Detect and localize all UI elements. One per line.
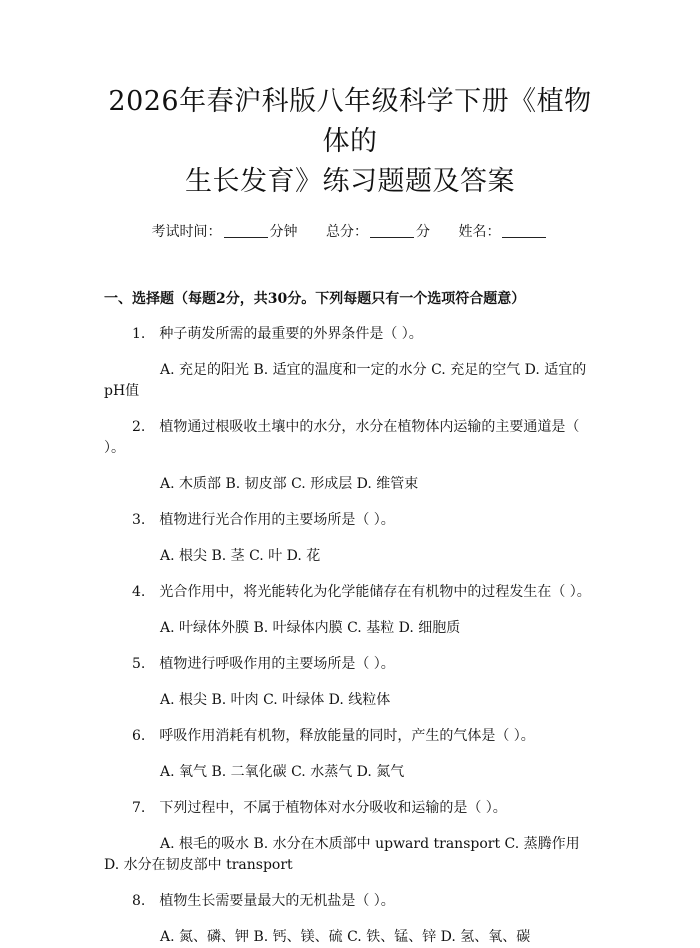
question-6-options: A. 氧气 B. 二氧化碳 C. 水蒸气 D. 氮气 — [160, 764, 405, 780]
question-1 — [104, 324, 596, 345]
section-heading: 一、选择题（每题2分，共30分。下列每题只有一个选项符合题意） — [104, 291, 526, 307]
question-3-options: A. 根尖 B. 茎 C. 叶 D. 花 — [160, 548, 321, 564]
question-number: 7. — [132, 800, 146, 816]
question-4-options: A. 叶绿体外膜 B. 叶绿体内膜 C. 基粒 D. 细胞质 — [160, 620, 461, 636]
name-blank — [502, 223, 546, 238]
question-8-options: A. 氮、磷、钾 B. 钙、镁、硫 C. 铁、锰、锌 D. 氢、氧、碳 — [160, 929, 531, 945]
question-7 — [104, 798, 596, 819]
exam-info — [104, 222, 596, 242]
question-text: 植物进行呼吸作用的主要场所是（ ）。 — [159, 656, 395, 672]
question-2 — [104, 417, 596, 459]
question-text: 种子萌发所需的最重要的外界条件是（ ）。 — [159, 326, 423, 342]
score-unit: 分 — [416, 224, 430, 240]
question-number: 6. — [132, 728, 146, 744]
question-number: 1. — [132, 326, 146, 342]
question-text: 下列过程中，不属于植物体对水分吸收和运输的是（ ）。 — [159, 800, 507, 816]
question-list — [104, 324, 596, 948]
student-name — [458, 224, 548, 240]
question-text: 植物通过根吸收土壤中的水分，水分在植物体内运输的主要通道是（ ）。 — [104, 419, 580, 456]
title-line-2: 生长发育》练习题题及答案 — [185, 166, 515, 197]
exam-time-blank — [224, 223, 268, 238]
exam-time-label: 考试时间： — [151, 224, 222, 240]
score-label: 总分： — [326, 224, 368, 240]
question-text: 呼吸作用消耗有机物，释放能量的同时，产生的气体是（ ）。 — [159, 728, 535, 744]
question-number: 8. — [132, 893, 146, 909]
page-title — [104, 0, 596, 202]
title-line-1: 2026年春沪科版八年级科学下册《植物体的 — [108, 86, 592, 157]
exam-time — [152, 224, 302, 240]
question-1-options: A. 充足的阳光 B. 适宜的温度和一定的水分 C. 充足的空气 D. 适宜的pH值 — [104, 362, 587, 399]
question-3 — [104, 510, 596, 531]
question-number: 4. — [132, 584, 146, 600]
question-5-options: A. 根尖 B. 叶肉 C. 叶绿体 D. 线粒体 — [160, 692, 391, 708]
question-5 — [104, 654, 596, 675]
question-6 — [104, 726, 596, 747]
name-label: 姓名： — [458, 224, 501, 240]
question-4 — [104, 582, 596, 603]
question-8 — [104, 891, 596, 912]
question-7-options: A. 根毛的吸水 B. 水分在木质部中 upward transport C. 蒸腾作用 D. 水分在韧皮部中 transport — [104, 836, 580, 873]
question-text: 植物进行光合作用的主要场所是（ ）。 — [159, 512, 395, 528]
question-number: 3. — [132, 512, 146, 528]
exam-time-unit: 分钟 — [269, 224, 298, 240]
question-2-options: A. 木质部 B. 韧皮部 C. 形成层 D. 维管束 — [160, 476, 419, 492]
total-score — [326, 224, 434, 240]
question-text: 光合作用中，将光能转化为化学能储存在有机物中的过程发生在（ ）。 — [159, 584, 591, 600]
question-text: 植物生长需要量最大的无机盐是（ ）。 — [159, 893, 395, 909]
question-number: 5. — [132, 656, 146, 672]
score-blank — [370, 223, 414, 238]
question-number: 2. — [132, 419, 146, 435]
